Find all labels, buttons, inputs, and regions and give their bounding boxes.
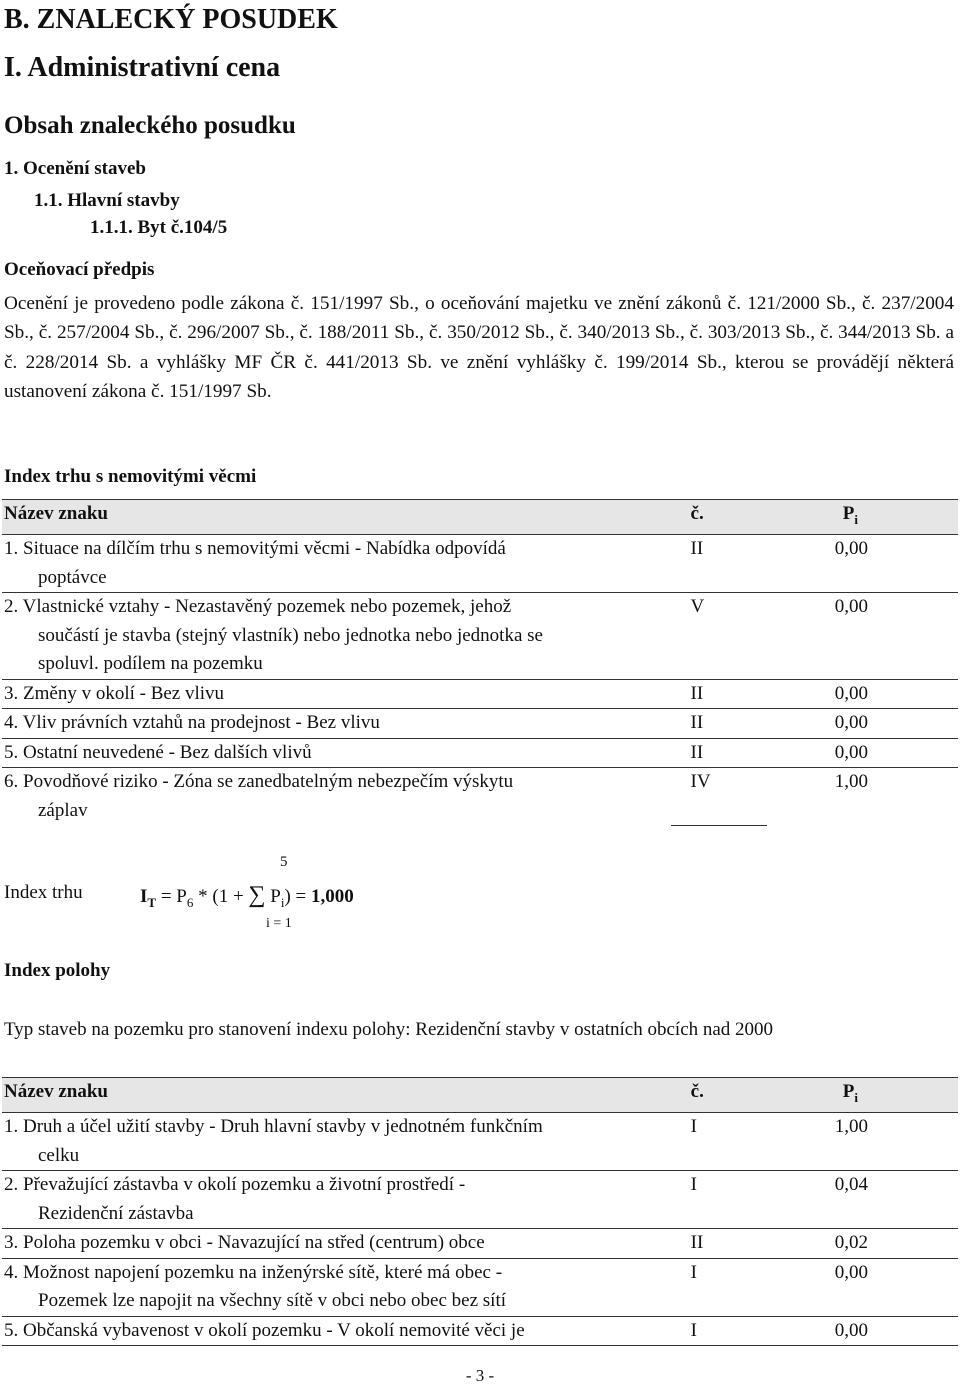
- contents-item: 1. Ocenění staveb: [4, 158, 146, 179]
- contents-heading: Obsah znaleckého posudku: [4, 112, 296, 139]
- sigma-symbol: ∑: [248, 882, 266, 908]
- sum-lower-bound: i = 1: [266, 916, 292, 931]
- contents-item: 1.1. Hlavní stavby: [34, 190, 180, 211]
- subsection-heading: I. Administrativní cena: [4, 52, 281, 83]
- column-name: Název znaku: [2, 500, 671, 535]
- market-index-heading: Index trhu s nemovitými věcmi: [4, 466, 257, 487]
- table-row: 5. Ostatní neuvedené - Bez dalších vlivů II 0,00: [2, 738, 958, 768]
- location-index-heading: Index polohy: [4, 960, 111, 981]
- regulation-text: Ocenění je provedeno podle zákona č. 151/1997 Sb., o oceňování majetku ve znění zákonů č. 121/2000 Sb., č. 237/2004 Sb., č. 257/2004 Sb., č. 296/2007 Sb., č. 188/2011 Sb., č. 350/2012 Sb., č. 340/2013 Sb., č. 303/2013 Sb., č. 344/2013 Sb. a č. 228/2014 Sb. a vyhlášky MF ČR č. 441/2013 Sb. ve znění vyhlášky č. 199/2014 Sb., kterou se provádějí některá ustanovení zákona č. 151/1997 Sb.: [4, 293, 954, 403]
- column-no: č.: [671, 1078, 768, 1113]
- page-number: - 3 -: [465, 1366, 495, 1385]
- contents-item: 1.1.1. Byt č.104/5: [90, 217, 228, 238]
- section-heading: B. ZNALECKÝ POSUDEK: [4, 4, 338, 35]
- market-index-table: [2, 499, 958, 826]
- formula-result: 1,000: [311, 886, 354, 907]
- table-row: 5. Občanská vybavenost v okolí pozemku - V okolí nemovité věci je I 0,00: [2, 1316, 958, 1346]
- table-row: 3. Změny v okolí - Bez vlivu II 0,00: [2, 679, 958, 709]
- table-row: 4. Možnost napojení pozemku na inženýrské sítě, které má obec - Pozemek lze napojit na všechny sítě v obci nebo obec bez sítí I 0,00: [2, 1258, 958, 1316]
- table-row: 2. Vlastnické vztahy - Nezastavěný pozemek nebo pozemek, jehož součástí je stavba (stejný vlastník) nebo jednotka nebo jednotka se spoluvl. podílem na pozemku V 0,00: [2, 593, 958, 680]
- column-no: č.: [671, 500, 768, 535]
- column-p: $P_i$: [767, 500, 958, 535]
- table-row: 1. Druh a účel užití stavby - Druh hlavní stavby v jednotném funkčním celku I 1,00: [2, 1113, 958, 1171]
- column-name: Název znaku: [2, 1078, 671, 1113]
- table-row: 1. Situace na dílčím trhu s nemovitými věcmi - Nabídka odpovídá poptávce II 0,00: [2, 535, 958, 593]
- table-header: [2, 500, 958, 535]
- location-type-text: Typ staveb na pozemku pro stanovení indexu polohy: Rezidenční stavby v ostatních obcích nad 2000: [4, 1019, 774, 1040]
- sum-upper-bound: 5: [280, 854, 288, 870]
- table-row: 4. Vliv právních vztahů na prodejnost - Bez vlivu II 0,00: [2, 709, 958, 739]
- column-p: $P_i$: [767, 1078, 958, 1113]
- location-index-table: [2, 1077, 958, 1346]
- index-formula: $I_T = P_6 * (1$ + ∑ $P_i) = 1,000$: [140, 882, 354, 910]
- table-row: 6. Povodňové riziko - Zóna se zanedbatelným nebezpečím výskytu záplav IV 1,00: [2, 768, 958, 826]
- table-row: 3. Poloha pozemku v obci - Navazující na střed (centrum) obce II 0,02: [2, 1229, 958, 1259]
- regulation-heading: Oceňovací předpis: [4, 259, 155, 280]
- table-header: [2, 1078, 958, 1113]
- formula-label: Index trhu: [4, 882, 83, 903]
- table-row: 2. Převažující zástavba v okolí pozemku a životní prostředí - Rezidenční zástavba I 0,04: [2, 1171, 958, 1229]
